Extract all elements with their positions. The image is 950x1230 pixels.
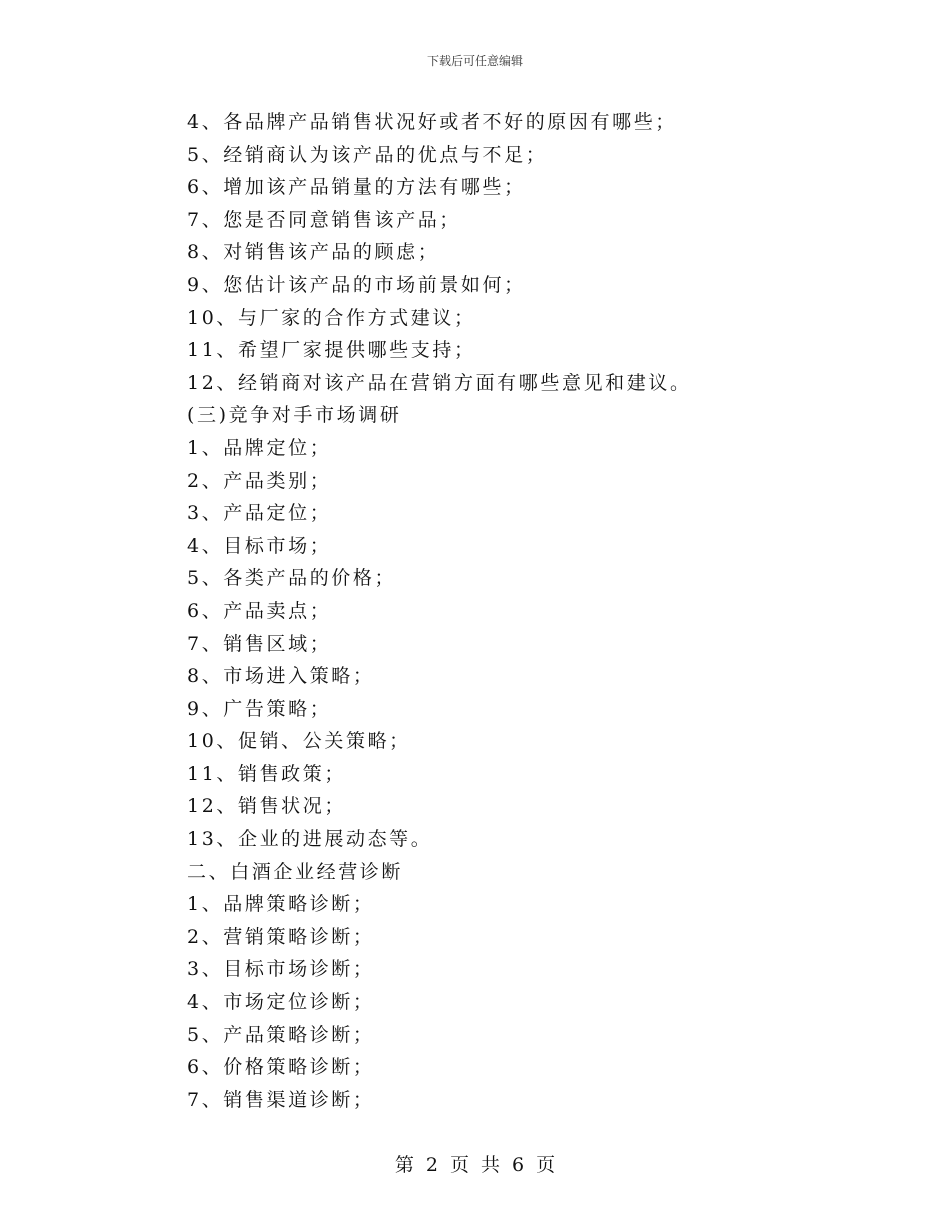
page-header: 下载后可任意编辑: [426, 54, 523, 68]
text-line: 7、您是否同意销售该产品；: [187, 208, 461, 231]
text-line: 12、经销商对该产品在营销方面有哪些意见和建议。: [187, 371, 692, 394]
text-line: 4、市场定位诊断；: [187, 991, 375, 1014]
page-number-footer: 第 2 页 共 6 页: [394, 1154, 556, 1176]
text-line: 2、营销策略诊断；: [187, 925, 375, 948]
text-line: 10、与厂家的合作方式建议；: [187, 306, 476, 329]
text-line: 13、企业的进展动态等。: [187, 828, 433, 851]
text-line: 7、销售渠道诊断；: [187, 1088, 375, 1111]
text-line: 6、增加该产品销量的方法有哪些；: [187, 176, 526, 199]
text-line: 12、销售状况；: [187, 795, 346, 818]
text-line: 9、广告策略；: [187, 697, 332, 720]
section-heading: 二、白酒企业经营诊断: [187, 860, 404, 883]
text-line: 2、产品类别；: [187, 469, 332, 492]
text-line: 8、市场进入策略；: [187, 665, 375, 688]
text-line: 4、目标市场；: [187, 534, 332, 557]
document-body: [187, 106, 887, 1116]
text-line: 8、对销售该产品的顾虑；: [187, 241, 440, 264]
text-line: 9、您估计该产品的市场前景如何；: [187, 273, 526, 296]
text-line: 6、产品卖点；: [187, 599, 332, 622]
section-heading: (三)竞争对手市场调研: [187, 404, 402, 427]
text-line: 11、希望厂家提供哪些支持；: [187, 339, 476, 362]
text-line: 5、产品策略诊断；: [187, 1023, 375, 1046]
text-line: 1、品牌策略诊断；: [187, 893, 375, 916]
text-line: 4、各品牌产品销售状况好或者不好的原因有哪些；: [187, 111, 677, 133]
text-line: 3、目标市场诊断；: [187, 958, 375, 981]
text-line: 7、销售区域；: [187, 632, 332, 655]
text-line: 10、促销、公关策略；: [187, 730, 411, 753]
text-line: 5、经销商认为该产品的优点与不足；: [187, 143, 548, 166]
text-line: 11、销售政策；: [187, 762, 346, 785]
text-line: 6、价格策略诊断；: [187, 1056, 375, 1079]
text-line: 3、产品定位；: [187, 502, 332, 525]
text-line: 5、各类产品的价格；: [187, 567, 397, 590]
text-line: 1、品牌定位；: [187, 436, 332, 459]
